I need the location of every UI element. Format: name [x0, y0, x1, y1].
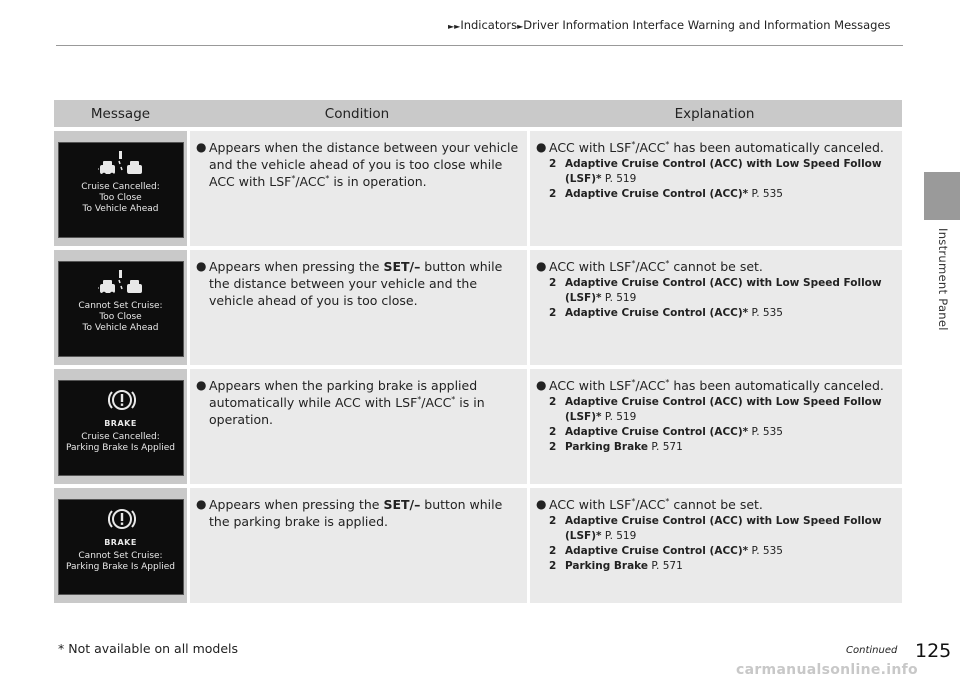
condition-item: [196, 258, 521, 309]
watermark: carmanualsonline.info: [736, 662, 918, 678]
text-segment: cannot be set.: [669, 497, 763, 512]
reference-page: P. 535: [751, 426, 783, 438]
page-number: 125: [915, 640, 952, 662]
reference-arrow-icon: 2: [549, 188, 557, 200]
reference-page: P. 571: [651, 441, 683, 453]
explanation-cell: [527, 131, 902, 246]
text-segment: Appears when pressing the: [209, 259, 384, 274]
asterisk-mark: *: [665, 377, 670, 387]
reference-arrow-icon: 2: [549, 277, 557, 289]
condition-item: [196, 139, 521, 190]
text-segment: button while the distance between your vehicle and the vehicle ahead of you is too close.: [209, 259, 503, 308]
reference-arrow-icon: 2: [549, 441, 557, 453]
condition-item: [196, 377, 521, 428]
asterisk-mark: *: [631, 139, 636, 149]
asterisk-mark: *: [742, 188, 749, 200]
reference-text: [565, 187, 783, 202]
explanation-item: [536, 139, 896, 156]
reference-link[interactable]: [549, 395, 896, 425]
text-segment: Appears when the parking brake is applied automatically while ACC with LSF: [209, 378, 478, 410]
reference-text: [565, 440, 683, 455]
continued-label: Continued: [846, 645, 898, 656]
text-segment: button while the parking brake is applied.: [209, 497, 503, 529]
reference-link[interactable]: [549, 276, 896, 306]
text-segment: /ACC: [421, 395, 452, 410]
reference-arrow-icon: 2: [549, 515, 557, 527]
explanation-cell: [527, 250, 902, 365]
asterisk-mark: *: [417, 394, 422, 404]
reference-title: Adaptive Cruise Control (ACC): [565, 188, 743, 200]
asterisk-mark: *: [631, 258, 636, 268]
text-segment: has been automatically canceled.: [669, 378, 884, 393]
reference-arrow-icon: 2: [549, 560, 557, 572]
reference-page: P. 535: [751, 545, 783, 557]
reference-link[interactable]: [549, 306, 896, 321]
asterisk-mark: *: [291, 173, 296, 183]
message-cell: [54, 488, 187, 603]
table-row: [54, 488, 902, 603]
brake-warning-icon: [108, 505, 136, 533]
reference-page: P. 535: [751, 188, 783, 200]
explanation-cell: [527, 488, 902, 603]
asterisk-mark: *: [665, 139, 670, 149]
reference-title: Adaptive Cruise Control (ACC) with Low Speed Follow (LSF): [565, 277, 882, 304]
reference-page: P. 519: [604, 530, 637, 542]
text-segment: ACC with LSF: [549, 497, 632, 512]
text-segment: ACC with LSF: [549, 259, 632, 274]
condition-text: [209, 139, 521, 190]
explanation-cell: [527, 369, 902, 484]
message-cell: [54, 369, 187, 484]
message-cell: [54, 250, 187, 365]
reference-title: Adaptive Cruise Control (ACC) with Low Speed Follow (LSF): [565, 396, 882, 423]
reference-link[interactable]: [549, 440, 896, 455]
breadcrumb-separator-icon: ►: [517, 22, 524, 31]
message-table: [54, 96, 902, 607]
text-segment: /ACC: [635, 140, 666, 155]
explanation-item: [536, 377, 896, 394]
condition-text: [209, 496, 521, 530]
screen-message-text: Cruise Cancelled: Parking Brake Is Applied: [66, 432, 175, 453]
reference-title: Parking Brake: [565, 560, 648, 572]
reference-text: [565, 157, 896, 187]
reference-title: Adaptive Cruise Control (ACC): [565, 307, 743, 319]
reference-link[interactable]: [549, 544, 896, 559]
breadcrumb-part: Indicators: [460, 18, 518, 32]
screen-message-text: Cannot Set Cruise: Parking Brake Is Applied: [66, 551, 175, 572]
reference-title: Adaptive Cruise Control (ACC): [565, 545, 743, 557]
reference-link[interactable]: [549, 157, 896, 187]
brake-label: BRAKE: [104, 538, 137, 547]
reference-title: Adaptive Cruise Control (ACC) with Low Speed Follow (LSF): [565, 515, 882, 542]
table-row: [54, 369, 902, 484]
asterisk-mark: *: [596, 530, 602, 542]
reference-link[interactable]: [549, 559, 896, 574]
text-segment: Appears when pressing the: [209, 497, 384, 512]
explanation-text: [549, 377, 896, 394]
bullet-icon: ●: [536, 497, 547, 511]
text-segment: cannot be set.: [669, 259, 763, 274]
reference-text: [565, 276, 896, 306]
reference-arrow-icon: 2: [549, 396, 557, 408]
column-header: Message: [54, 100, 187, 127]
reference-link[interactable]: [549, 187, 896, 202]
asterisk-mark: *: [742, 307, 749, 319]
button-name: SET/–: [383, 259, 421, 274]
header-rule: [56, 45, 903, 46]
explanation-text: [549, 496, 896, 513]
text-segment: is in operation.: [209, 395, 485, 427]
condition-item: [196, 496, 521, 530]
reference-title: Parking Brake: [565, 441, 648, 453]
breadcrumb-arrow-icon: ►►: [448, 22, 461, 31]
condition-cell: [187, 250, 527, 365]
display-screen: [58, 142, 184, 238]
column-header: Condition: [187, 100, 527, 127]
section-tab: [924, 172, 960, 220]
brake-warning-icon: [108, 386, 136, 414]
text-segment: has been automatically canceled.: [669, 140, 884, 155]
reference-list: [536, 157, 896, 202]
condition-cell: [187, 131, 527, 246]
condition-text: [209, 377, 521, 428]
reference-link[interactable]: [549, 514, 896, 544]
display-screen: [58, 380, 184, 476]
reference-text: [565, 514, 896, 544]
message-cell: [54, 131, 187, 246]
breadcrumb: [448, 18, 891, 32]
asterisk-mark: *: [631, 377, 636, 387]
text-segment: /ACC: [635, 259, 666, 274]
explanation-item: [536, 258, 896, 275]
footnote: * Not available on all models: [58, 641, 239, 656]
explanation-text: [549, 139, 896, 156]
reference-arrow-icon: 2: [549, 307, 557, 319]
asterisk-mark: *: [451, 394, 456, 404]
reference-text: [565, 544, 783, 559]
reference-arrow-icon: 2: [549, 426, 557, 438]
reference-text: [565, 395, 896, 425]
reference-text: [565, 306, 783, 321]
asterisk-mark: *: [596, 411, 602, 423]
reference-title: Adaptive Cruise Control (ACC) with Low Speed Follow (LSF): [565, 158, 882, 185]
reference-link[interactable]: [549, 425, 896, 440]
text-segment: /ACC: [635, 497, 666, 512]
condition-cell: [187, 369, 527, 484]
bullet-icon: ●: [536, 259, 547, 273]
text-segment: Appears when the distance between your vehicle and the vehicle ahead of you is too close while ACC with LSF: [209, 140, 519, 189]
asterisk-mark: *: [742, 545, 749, 557]
asterisk-mark: *: [596, 292, 602, 304]
reference-list: [536, 395, 896, 455]
reference-title: Adaptive Cruise Control (ACC): [565, 426, 743, 438]
reference-arrow-icon: 2: [549, 545, 557, 557]
table-row: [54, 131, 902, 246]
table-row: [54, 250, 902, 365]
reference-arrow-icon: 2: [549, 158, 557, 170]
bullet-icon: ●: [536, 378, 547, 392]
reference-list: [536, 276, 896, 321]
text-segment: /ACC: [295, 174, 326, 189]
reference-page: P. 519: [604, 173, 637, 185]
condition-cell: [187, 488, 527, 603]
display-screen: [58, 499, 184, 595]
reference-page: P. 519: [604, 292, 637, 304]
condition-text: [209, 258, 521, 309]
text-segment: ACC with LSF: [549, 140, 632, 155]
screen-message-text: Cannot Set Cruise: Too Close To Vehicle Ahead: [78, 301, 163, 333]
bullet-icon: ●: [196, 497, 207, 511]
screen-message-text: Cruise Cancelled: Too Close To Vehicle Ahead: [81, 182, 160, 214]
text-segment: ACC with LSF: [549, 378, 632, 393]
brake-label: BRAKE: [104, 419, 137, 428]
button-name: SET/–: [383, 497, 421, 512]
section-label: Instrument Panel: [936, 228, 950, 331]
text-segment: is in operation.: [329, 174, 427, 189]
reference-page: P. 535: [751, 307, 783, 319]
column-header: Explanation: [527, 100, 902, 127]
reference-page: P. 519: [604, 411, 637, 423]
breadcrumb-part: Driver Information Interface Warning and Information Messages: [523, 18, 891, 32]
reference-list: [536, 514, 896, 574]
explanation-item: [536, 496, 896, 513]
asterisk-mark: *: [665, 496, 670, 506]
bullet-icon: ●: [196, 378, 207, 392]
reference-text: [565, 559, 683, 574]
text-segment: /ACC: [635, 378, 666, 393]
display-screen: [58, 261, 184, 357]
bullet-icon: ●: [196, 140, 207, 154]
asterisk-mark: *: [325, 173, 330, 183]
asterisk-mark: *: [596, 173, 602, 185]
asterisk-mark: *: [665, 258, 670, 268]
asterisk-mark: *: [742, 426, 749, 438]
reference-text: [565, 425, 783, 440]
reference-page: P. 571: [651, 560, 683, 572]
asterisk-mark: *: [631, 496, 636, 506]
bullet-icon: ●: [196, 259, 207, 273]
bullet-icon: ●: [536, 140, 547, 154]
explanation-text: [549, 258, 896, 275]
